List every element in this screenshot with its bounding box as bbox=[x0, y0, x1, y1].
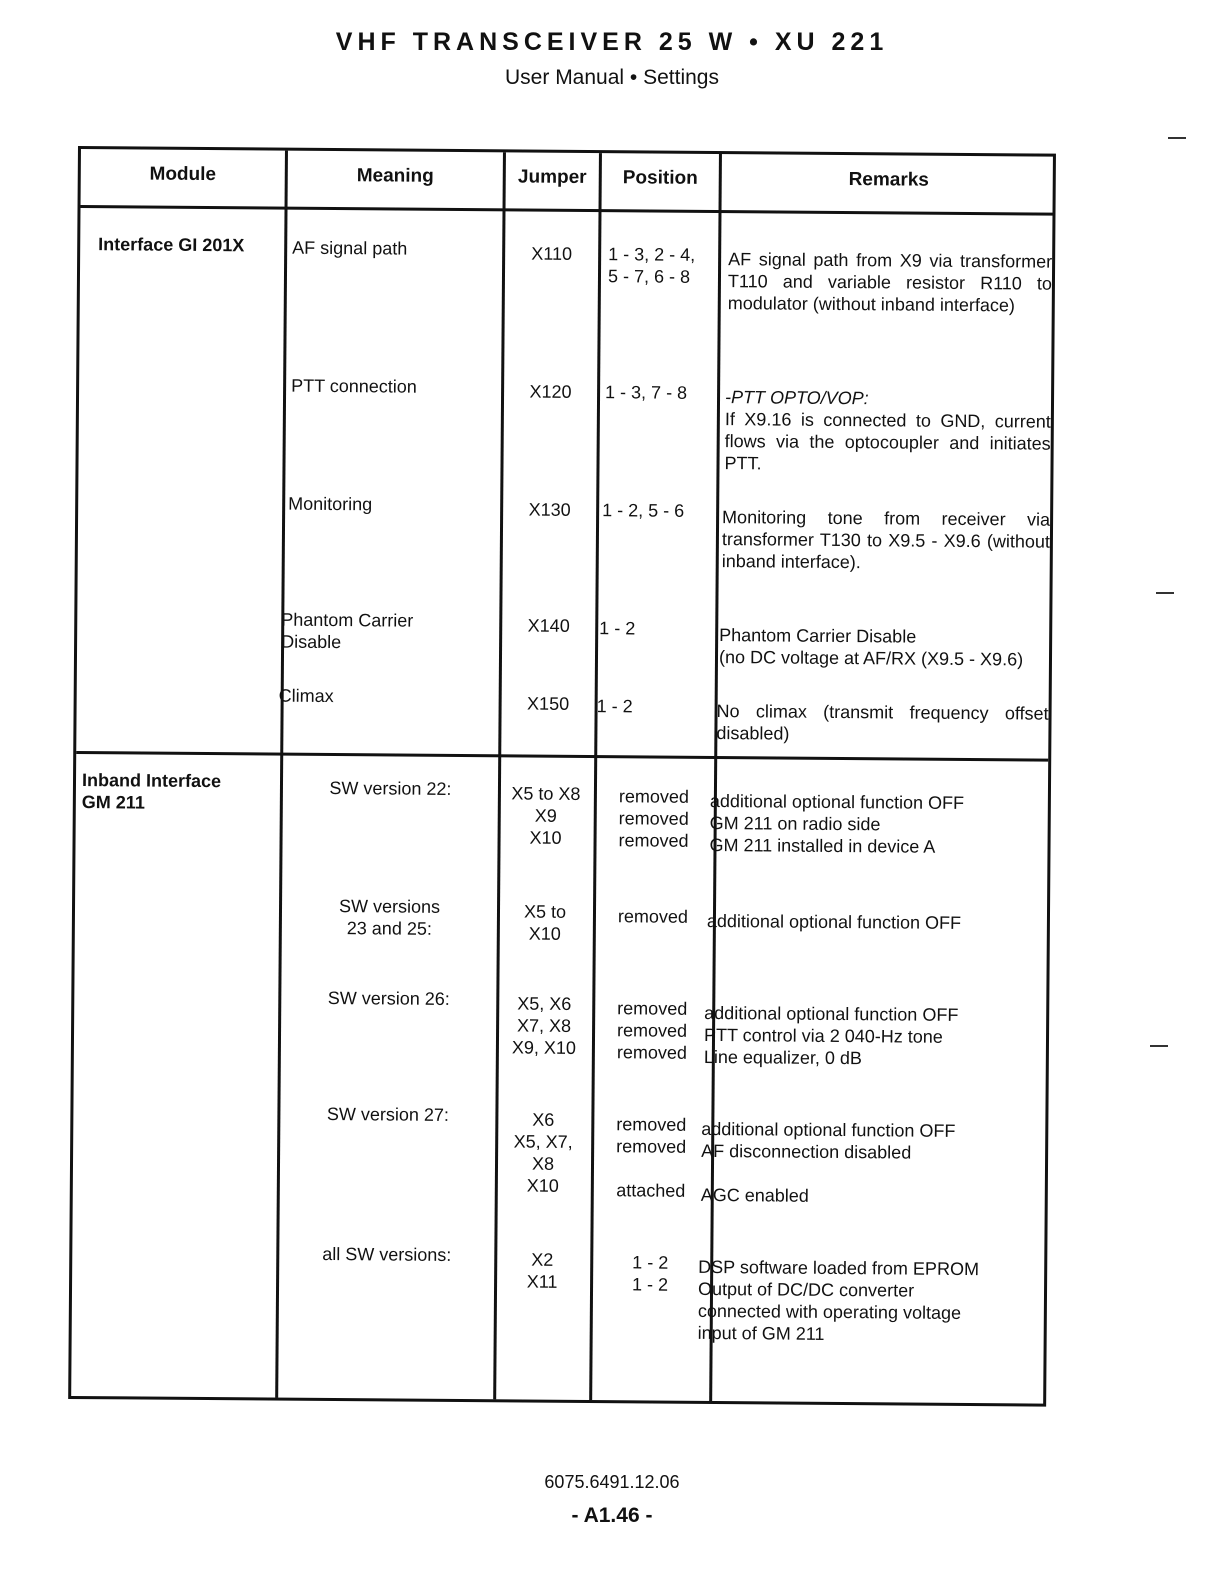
page-subtitle: User Manual • Settings bbox=[505, 66, 719, 89]
meaning-cell: SW version 22: bbox=[329, 777, 452, 799]
position-cell: 1 - 2, 5 - 6 bbox=[602, 500, 685, 521]
jumper-cell: X5, X6 X7, X8 X9, X10 bbox=[511, 993, 577, 1058]
position-cell: 1 - 3, 2 - 4, 5 - 7, 6 - 8 bbox=[607, 244, 696, 287]
jumper-cell: X110 bbox=[531, 243, 573, 264]
meaning-cell: Climax bbox=[278, 685, 334, 707]
position-cell: removed removed removed bbox=[616, 998, 688, 1063]
column-header-position: Position bbox=[622, 167, 698, 189]
meaning-cell: Monitoring bbox=[288, 493, 373, 515]
jumper-cell: X150 bbox=[527, 693, 570, 714]
remarks-cell: DSP software loaded from EPROM Output of DC/DC converter connected with operating voltage input of GM 211 bbox=[697, 1256, 980, 1344]
meaning-cell: SW versions 23 and 25: bbox=[338, 896, 441, 939]
jumper-cell: X5 to X8 X9 X10 bbox=[511, 783, 581, 848]
column-header-module: Module bbox=[149, 163, 217, 186]
column-header-remarks: Remarks bbox=[848, 169, 929, 191]
meaning-cell: PTT connection bbox=[291, 375, 417, 397]
jumper-cell: X120 bbox=[529, 381, 572, 402]
column-header-meaning: Meaning bbox=[356, 165, 434, 187]
column-divider bbox=[275, 151, 288, 1398]
remarks-cell: additional optional function OFF AF disconnection disabled AGC enabled bbox=[700, 1118, 956, 1206]
remarks-cell: No climax (transmit frequency offset disabled) bbox=[716, 701, 1049, 744]
remarks-cell: Monitoring tone from receiver via transformer T130 to X9.5 - X9.6 (without inband interface). bbox=[721, 507, 1051, 573]
position-cell: 1 - 2 1 - 2 bbox=[631, 1252, 669, 1295]
remarks-cell: -PTT OPTO/VOP: If X9.16 is connected to GND, current flows via the optocoupler and initiates PTT. bbox=[724, 387, 1051, 474]
margin-mark bbox=[1168, 137, 1186, 139]
position-cell: removed removed attached bbox=[616, 1114, 687, 1201]
jumper-cell: X6 X5, X7, X8 X10 bbox=[513, 1109, 573, 1196]
module-name: Inband Interface GM 211 bbox=[81, 770, 222, 813]
meaning-cell: SW version 27: bbox=[326, 1103, 449, 1125]
settings-table bbox=[68, 146, 1056, 1407]
meaning-cell: SW version 26: bbox=[327, 987, 450, 1009]
position-cell: 1 - 2 bbox=[596, 696, 633, 717]
column-divider bbox=[493, 152, 506, 1399]
page-title: VHF TRANSCEIVER 25 W • XU 221 bbox=[335, 28, 889, 56]
remarks-cell: additional optional function OFF GM 211 on radio side GM 211 installed in device A bbox=[709, 790, 965, 857]
column-divider bbox=[709, 154, 722, 1401]
page-number: - A1.46 - bbox=[571, 1504, 653, 1527]
column-header-jumper: Jumper bbox=[517, 166, 587, 188]
module-name: Interface GI 201X bbox=[98, 234, 245, 256]
remarks-cell: Phantom Carrier Disable (no DC voltage at AF/RX (X9.5 - X9.6) bbox=[718, 625, 1024, 670]
meaning-cell: all SW versions: bbox=[322, 1243, 452, 1265]
jumper-cell: X5 to X10 bbox=[523, 901, 567, 944]
meaning-cell: AF signal path bbox=[292, 237, 408, 259]
position-cell: 1 - 2 bbox=[599, 618, 636, 639]
remarks-cell: additional optional function OFF PTT control via 2 040-Hz tone Line equalizer, 0 dB bbox=[703, 1002, 959, 1069]
section-divider bbox=[76, 751, 1048, 762]
position-cell: 1 - 3, 7 - 8 bbox=[605, 382, 688, 403]
jumper-cell: X2 X11 bbox=[526, 1249, 558, 1292]
column-divider bbox=[589, 153, 602, 1400]
header-divider bbox=[81, 205, 1053, 216]
margin-mark bbox=[1150, 1045, 1168, 1047]
remarks-cell: additional optional function OFF bbox=[706, 910, 962, 933]
remarks-cell: AF signal path from X9 via transformer T110 and variable resistor R110 to modulator (without inband interface) bbox=[727, 249, 1053, 316]
margin-mark bbox=[1156, 592, 1174, 594]
position-cell: removed removed removed bbox=[618, 786, 690, 851]
jumper-cell: X130 bbox=[528, 499, 571, 520]
jumper-cell: X140 bbox=[527, 615, 570, 636]
meaning-cell: Phantom Carrier Disable bbox=[281, 609, 414, 653]
document-number: 6075.6491.12.06 bbox=[544, 1472, 680, 1492]
position-cell: removed bbox=[617, 906, 689, 927]
